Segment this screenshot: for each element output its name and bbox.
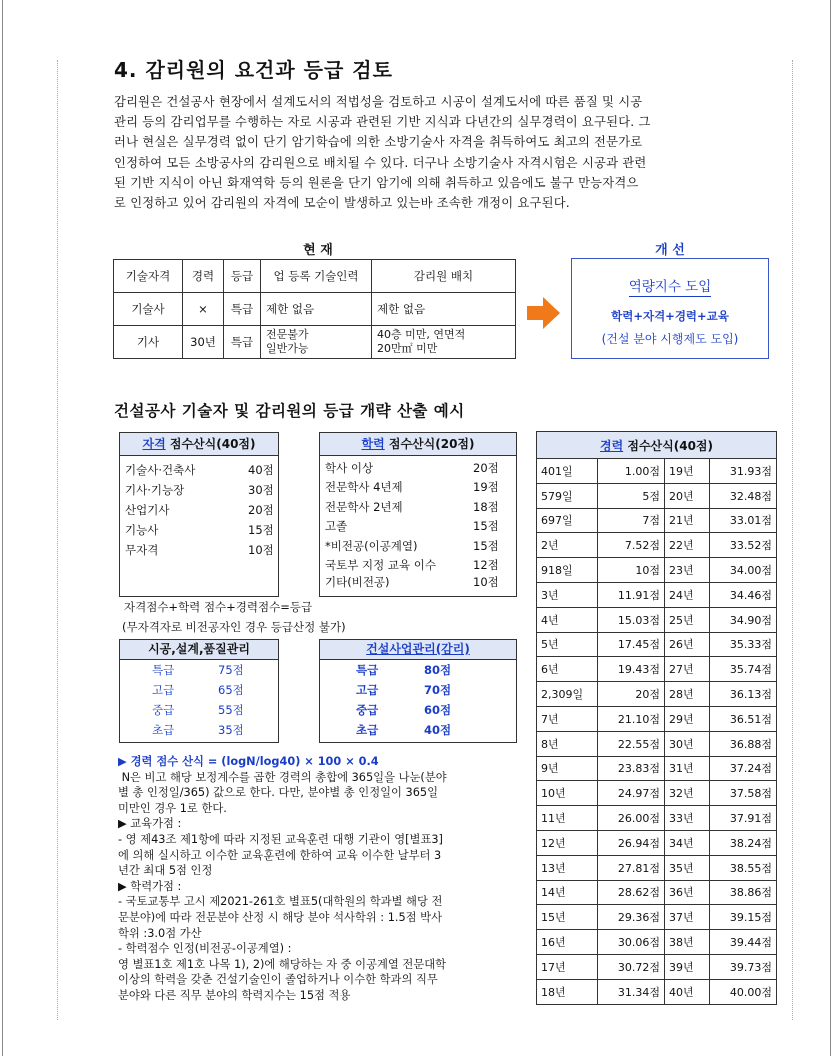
table-cell: 17년 xyxy=(537,954,598,979)
table-cell: 34년 xyxy=(665,830,710,855)
right-margin-guide xyxy=(792,60,793,1020)
table-cell: 38.86점 xyxy=(710,880,777,905)
table-row xyxy=(537,657,777,682)
table-cell: 34.46점 xyxy=(710,582,777,607)
formula-line: 이상의 학력을 갖춘 건설기술인이 졸업하거나 이수한 학과의 직무 xyxy=(118,973,438,987)
table-row xyxy=(114,293,516,326)
table-cell: 14년 xyxy=(537,880,598,905)
table-cell: 34.00점 xyxy=(710,558,777,583)
table-row xyxy=(537,459,777,484)
table-cell: 15.03점 xyxy=(598,607,665,632)
table-cell: 29년 xyxy=(665,706,710,731)
table-cell: 23년 xyxy=(665,558,710,583)
table-row xyxy=(537,905,777,930)
qualification-header: 자격 점수산식(40점) xyxy=(120,433,278,456)
table-cell: 22.55점 xyxy=(598,731,665,756)
intro-line: 감리원은 건설공사 현장에서 설계도서의 적법성을 검토하고 시공이 설계도서에 따른 품질 및 시공 xyxy=(114,95,643,109)
list-item: 중급 60점 xyxy=(356,703,452,717)
table-cell: 27.81점 xyxy=(598,855,665,880)
table-cell: 35.74점 xyxy=(710,657,777,682)
table-row xyxy=(537,880,777,905)
table-cell: 30년 xyxy=(183,326,224,359)
intro-line: 인정하여 모든 소방공사의 감리원으로 배치될 수 있다. 더구나 소방기술사 자격시험은 시공과 관련 xyxy=(114,155,647,170)
formula-lines xyxy=(118,770,518,1004)
table-row xyxy=(537,954,777,979)
table-cell: 39.44점 xyxy=(710,930,777,955)
table-cell: 7점 xyxy=(598,508,665,533)
section2-title: 건설공사 기술자 및 감리원의 등급 개략 산출 예시 xyxy=(114,402,465,420)
formula-line: 학위 :3.0점 가산 xyxy=(118,926,202,940)
table-row xyxy=(537,731,777,756)
formula-line: 문분야)에 따라 전문분야 산정 시 해당 분야 석사학위 : 1.5점 박사 xyxy=(118,910,442,924)
table-row xyxy=(537,855,777,880)
list-item: 특급 80점 xyxy=(356,663,452,677)
table-row xyxy=(537,706,777,731)
table-cell: 35년 xyxy=(665,855,710,880)
table-cell: 31.34점 xyxy=(598,979,665,1004)
list-item: 산업기사 20점 xyxy=(125,503,274,517)
formula-line: N은 비고 해당 보정계수를 곱한 경력의 총합에 365일을 나눈(분야 xyxy=(118,770,447,784)
table-cell: 40년 xyxy=(665,979,710,1004)
current-title: 현 재 xyxy=(303,243,333,258)
table-cell: 10년 xyxy=(537,781,598,806)
formula-line: 에 의해 실시하고 이수한 교육훈련에 한하여 교육 이수한 날부터 3 xyxy=(118,848,442,862)
table-cell: 38년 xyxy=(665,930,710,955)
table-cell: × xyxy=(183,293,224,326)
table-cell: 21년 xyxy=(665,508,710,533)
supervision-grade-box xyxy=(319,639,517,743)
formula-line: 년간 최대 5점 인정 xyxy=(118,864,213,878)
table-cell: 32.48점 xyxy=(710,483,777,508)
right-arrow-icon xyxy=(527,297,561,329)
table-cell: 26.94점 xyxy=(598,830,665,855)
table-cell: 26년 xyxy=(665,632,710,657)
table-cell: 20년 xyxy=(665,483,710,508)
table-cell: 특급 xyxy=(224,293,261,326)
list-item: 전문학사 2년제 18점 xyxy=(325,499,499,514)
table-cell: 40층 미만, 연면적 20만㎡ 미만 xyxy=(372,326,516,359)
table-cell: 36년 xyxy=(665,880,710,905)
list-item: 초급 40점 xyxy=(356,723,452,737)
table-cell: 17.45점 xyxy=(598,632,665,657)
header-cell: 기술자격 xyxy=(114,260,183,293)
improve-line3: (건설 분야 시행제도 도입) xyxy=(601,332,739,346)
table-row xyxy=(537,930,777,955)
table-cell: 제한 없음 xyxy=(372,293,516,326)
table-row xyxy=(114,326,516,359)
list-item: 기능사 15점 xyxy=(125,523,274,537)
table-cell: 697일 xyxy=(537,508,598,533)
table-row xyxy=(537,781,777,806)
intro-line: 관리 등의 감리업무를 수행하는 자로 시공과 관련된 기반 지식과 다년간의 실무경력이 요구된다. 그 xyxy=(114,115,651,130)
table-cell: 31.93점 xyxy=(710,459,777,484)
qualification-score-box xyxy=(119,432,279,597)
list-item: 초급 35점 xyxy=(152,723,244,737)
list-item: 특급 75점 xyxy=(152,663,244,677)
table-cell: 24.97점 xyxy=(598,781,665,806)
table-row xyxy=(537,806,777,831)
list-item: 고졸 15점 xyxy=(325,519,499,534)
table-cell: 1.00점 xyxy=(598,459,665,484)
table-row xyxy=(537,979,777,1004)
table-cell: 4년 xyxy=(537,607,598,632)
formula-line: - 국토교통부 고시 제2021-261호 별표5(대학원의 학과별 해당 전 xyxy=(118,895,443,909)
score-formula-note: 자격점수+학력 점수+경력점수=등급 xyxy=(124,600,313,614)
section-title: 4. 감리원의 요건과 등급 검토 xyxy=(114,58,393,82)
list-item: 고급 70점 xyxy=(356,683,452,697)
header-cell: 업 등록 기술인력 xyxy=(261,260,372,293)
intro-line: 러나 현실은 실무경력 없이 단기 암기학습에 의한 소방기술사 자격을 취득하여도 최고의 전문가로 xyxy=(114,135,643,150)
table-cell: 5년 xyxy=(537,632,598,657)
table-cell: 기사 xyxy=(114,326,183,359)
table-cell: 37.91점 xyxy=(710,806,777,831)
table-cell: 10점 xyxy=(598,558,665,583)
table-cell: 5점 xyxy=(598,483,665,508)
header-cell: 등급 xyxy=(224,260,261,293)
table-cell: 36.13점 xyxy=(710,682,777,707)
table-row xyxy=(537,632,777,657)
table-cell: 20점 xyxy=(598,682,665,707)
table-header-row xyxy=(537,432,777,459)
list-item: *비전공(이공계열) 15점 xyxy=(325,538,499,553)
list-item: 무자격 10점 xyxy=(125,543,274,557)
table-cell: 33년 xyxy=(665,806,710,831)
formula-line: 분야와 다른 직무 분야의 학력지수는 15점 적용 xyxy=(118,988,351,1002)
table-cell: 기술사 xyxy=(114,293,183,326)
table-cell: 32년 xyxy=(665,781,710,806)
table-cell: 12년 xyxy=(537,830,598,855)
experience-score-table xyxy=(536,431,777,1005)
table-cell: 28.62점 xyxy=(598,880,665,905)
table-cell: 19년 xyxy=(665,459,710,484)
table-row xyxy=(537,582,777,607)
formula-line: 영 별표1호 제1호 나목 1), 2)에 해당하는 자 중 이공계열 전문대학 xyxy=(118,957,447,971)
table-cell: 30.06점 xyxy=(598,930,665,955)
table-cell: 579일 xyxy=(537,483,598,508)
table-cell: 30년 xyxy=(665,731,710,756)
current-table xyxy=(113,259,516,359)
table-cell: 18년 xyxy=(537,979,598,1004)
table-cell: 7.52점 xyxy=(598,533,665,558)
table-cell: 36.51점 xyxy=(710,706,777,731)
improve-line1: 역량지수 도입 xyxy=(628,279,712,295)
table-cell: 36.88점 xyxy=(710,731,777,756)
table-cell: 37.58점 xyxy=(710,781,777,806)
table-cell: 22년 xyxy=(665,533,710,558)
table-cell: 8년 xyxy=(537,731,598,756)
experience-header: 경력 점수산식(40점) xyxy=(537,432,777,459)
table-row xyxy=(537,508,777,533)
table-cell: 2,309일 xyxy=(537,682,598,707)
list-item: 학사 이상 20점 xyxy=(325,461,499,475)
list-item: 고급 65점 xyxy=(152,683,244,697)
table-cell: 19.43점 xyxy=(598,657,665,682)
table-cell: 35.33점 xyxy=(710,632,777,657)
formula-notes xyxy=(118,754,518,1004)
formula-line: 별 총 인정일/365) 값으로 한다. 다만, 분야별 총 인정일이 365일 xyxy=(118,786,439,800)
table-row xyxy=(537,483,777,508)
table-cell: 24년 xyxy=(665,582,710,607)
table-cell: 15년 xyxy=(537,905,598,930)
table-cell: 40.00점 xyxy=(710,979,777,1004)
table-cell: 26.00점 xyxy=(598,806,665,831)
table-cell: 13년 xyxy=(537,855,598,880)
table-cell: 39.15점 xyxy=(710,905,777,930)
table-cell: 27년 xyxy=(665,657,710,682)
table-cell: 29.36점 xyxy=(598,905,665,930)
construction-grade-header: 시공,설계,품질관리 xyxy=(120,640,278,660)
improve-box xyxy=(571,258,769,359)
score-exception-note: (무자격자로 비전공자인 경우 등급산정 불가) xyxy=(122,620,346,634)
list-item: 국토부 지정 교육 이수 12점 xyxy=(325,557,499,572)
table-cell: 16년 xyxy=(537,930,598,955)
list-item: 기술사·건축사 40점 xyxy=(125,463,274,477)
construction-grade-box xyxy=(119,639,279,743)
table-cell: 37년 xyxy=(665,905,710,930)
formula-line: - 영 제43조 제1항에 따라 지정된 교육훈련 대행 기관이 영[별표3] xyxy=(118,832,443,846)
table-cell: 제한 없음 xyxy=(261,293,372,326)
list-item: 기타(비전공) 10점 xyxy=(325,575,499,590)
table-row xyxy=(537,756,777,781)
table-cell: 21.10점 xyxy=(598,706,665,731)
table-cell: 3년 xyxy=(537,582,598,607)
intro-line: 된 기반 지식이 아닌 화재역학 등의 원론을 단기 암기에 의해 취득하고 있음에도 불구 만능자격으 xyxy=(114,175,639,190)
list-item: 중급 55점 xyxy=(152,703,244,717)
table-row xyxy=(537,607,777,632)
formula-line: - 학력점수 인정(비전공-이공계열) : xyxy=(118,942,292,956)
table-cell: 11.91점 xyxy=(598,582,665,607)
table-cell: 25년 xyxy=(665,607,710,632)
improve-title: 개 선 xyxy=(655,243,685,258)
table-row xyxy=(537,830,777,855)
list-item: 기사·기능장 30점 xyxy=(125,483,274,497)
intro-paragraph xyxy=(114,92,774,213)
table-cell: 38.55점 xyxy=(710,855,777,880)
intro-line: 로 인정하고 있어 감리원의 자격에 모순이 발생하고 있는바 조속한 개정이 요구된다. xyxy=(114,196,570,211)
table-cell: 37.24점 xyxy=(710,756,777,781)
table-row xyxy=(537,558,777,583)
improve-line2: 학력+자격+경력+교육 xyxy=(611,309,729,323)
table-row xyxy=(537,533,777,558)
table-row xyxy=(537,682,777,707)
list-item: 전문학사 4년제 19점 xyxy=(325,480,499,495)
table-cell: 23.83점 xyxy=(598,756,665,781)
education-header: 학력 점수산식(20점) xyxy=(320,433,516,456)
table-cell: 9년 xyxy=(537,756,598,781)
header-cell: 경력 xyxy=(183,260,224,293)
table-cell: 38.24점 xyxy=(710,830,777,855)
table-cell: 11년 xyxy=(537,806,598,831)
table-cell: 918일 xyxy=(537,558,598,583)
formula-line: ▶ 학력가점 : xyxy=(118,879,182,893)
table-cell: 전문불가 일반가능 xyxy=(261,326,372,359)
table-cell: 30.72점 xyxy=(598,954,665,979)
table-cell: 401일 xyxy=(537,459,598,484)
table-cell: 6년 xyxy=(537,657,598,682)
table-cell: 34.90점 xyxy=(710,607,777,632)
formula-heading: ▶ 경력 점수 산식 = (logN/log40) × 100 × 0.4 xyxy=(118,755,379,768)
table-cell: 33.52점 xyxy=(710,533,777,558)
formula-line: 미만인 경우 1로 한다. xyxy=(118,801,227,815)
table-header-row xyxy=(114,260,516,293)
table-cell: 2년 xyxy=(537,533,598,558)
table-cell: 특급 xyxy=(224,326,261,359)
header-cell: 감리원 배치 xyxy=(372,260,516,293)
supervision-grade-header: 건설사업관리(감리) xyxy=(320,640,516,660)
experience-body xyxy=(537,459,777,1005)
education-score-box xyxy=(319,432,517,597)
table-cell: 33.01점 xyxy=(710,508,777,533)
formula-line: ▶ 교육가점 : xyxy=(118,817,182,831)
table-cell: 31년 xyxy=(665,756,710,781)
left-margin-guide xyxy=(57,60,58,1020)
table-cell: 39.73점 xyxy=(710,954,777,979)
table-cell: 28년 xyxy=(665,682,710,707)
table-cell: 39년 xyxy=(665,954,710,979)
table-cell: 7년 xyxy=(537,706,598,731)
